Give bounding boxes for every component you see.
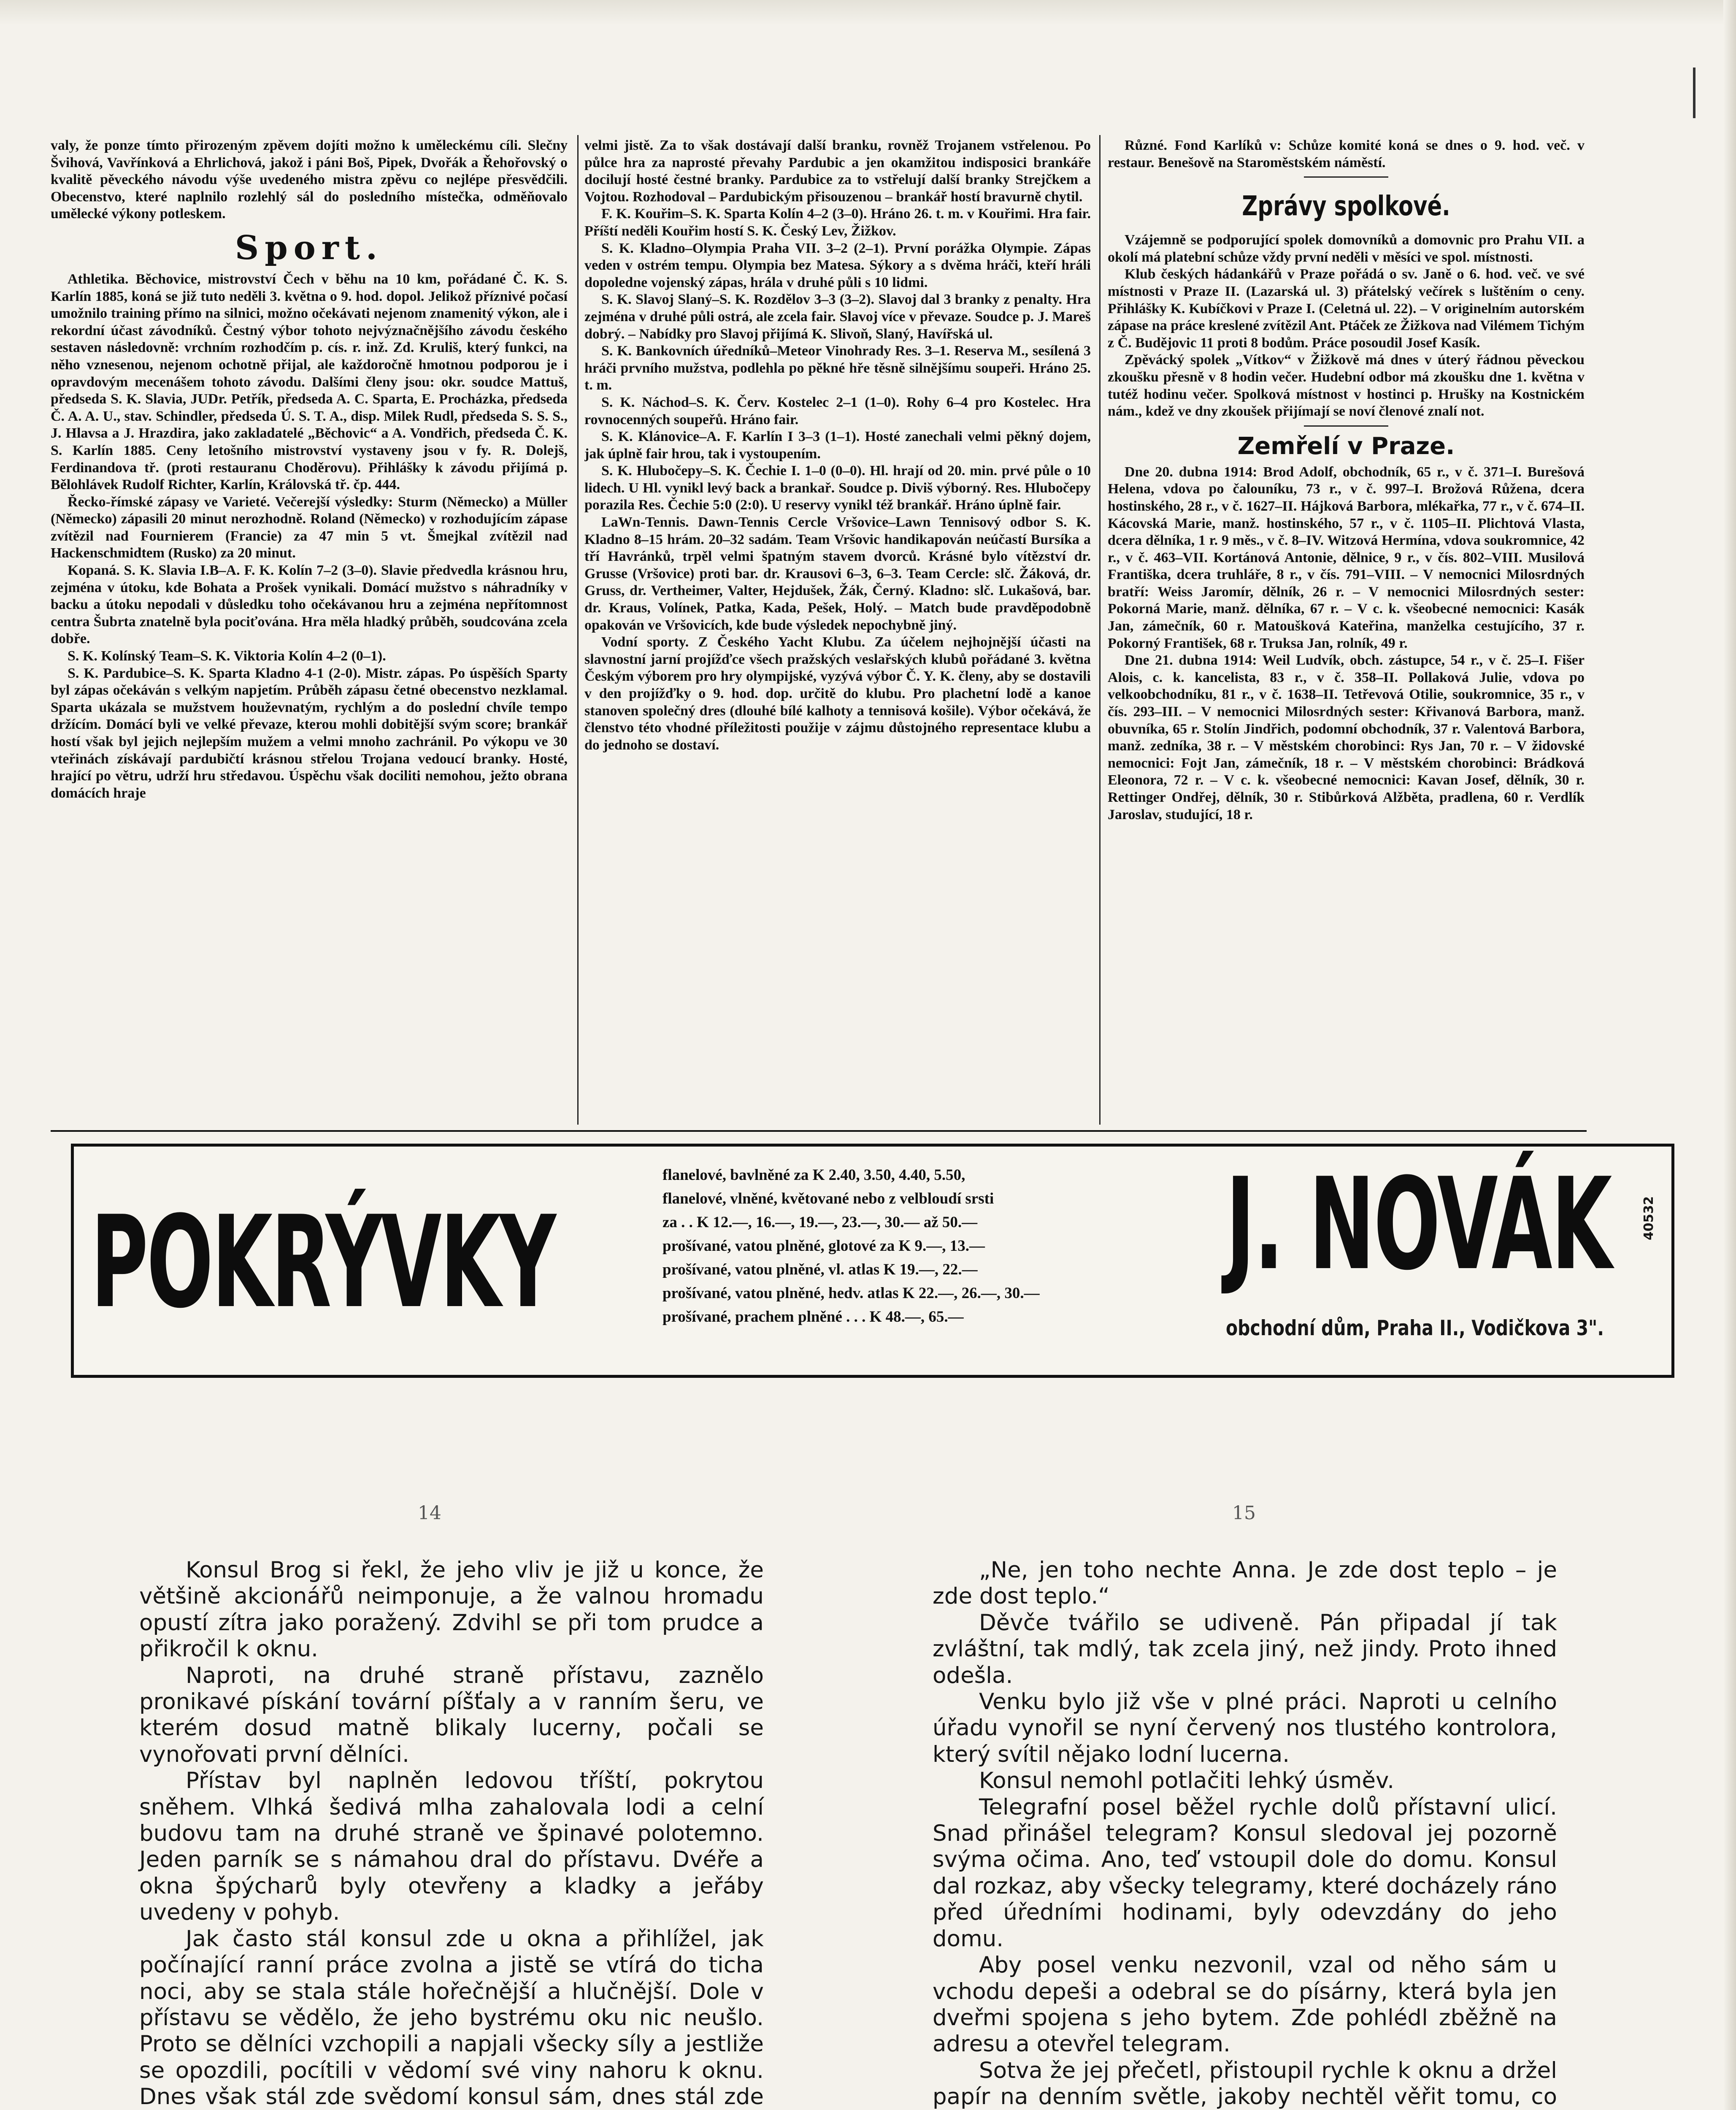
book-paragraph: Konsul Brog si řekl, že jeho vliv je již u konce, že většině akcionářů neimponuje, a že valnou hromadu opustí zítra jako poražený. Zdvihl se při tom prudce a přikročil k oknu. bbox=[139, 1557, 764, 1662]
ad-title: POKRÝVKY bbox=[91, 1189, 555, 1336]
ad-company-name: J. NOVÁK bbox=[1226, 1151, 1611, 1298]
book-page-right bbox=[933, 1557, 1557, 2110]
scan-edge-right bbox=[1723, 0, 1736, 2110]
book-paragraph: Konsul nemohl potlačiti lehký úsměv. bbox=[979, 1768, 1395, 1794]
sport-paragraph: S. K. Pardubice–S. K. Sparta Kladno 4-1 (2-0). Mistr. zápas. Po úspěších Sparty byl zápas očekáván s velkým napjetím. Průběh zápasu četné obecenstvo nezklamal. Sparta ukázala se mužstvem houževnatým, rychlým a do poslední chvíle tempo držícím. Domácí byli ve velké převaze, kterou mohli dobitější svým score; brankář hostí však byl jejich nejlepším mužem a velmi mnoho zachránil. Po výkopu ve 30 vteřinách získávají pardubičtí krásnou střelou Trojana vedoucí branky. Hosté, hrající po větru, udrží hru středavou. Úspěchu však dociliti nemohou, ježto obrana domácích hraje bbox=[51, 665, 568, 801]
sport-paragraph: S. K. Náchod–S. K. Červ. Kostelec 2–1 (1–0). Rohy 6–4 pro Kostelec. Hra rovnocenných soupeřů. Hráno fair. bbox=[584, 394, 1091, 427]
sport-paragraph: Vodní sporty. Z Českého Yacht Klubu. Za účelem nejhojnější účasti na slavnostní jarní projížďce všech pražských veslařských klubů pořádané 3. května Českým výborem pro hry olympijské, vyzývá výbor Č. Y. K. členy, aby se dostavili v den projížďky o 9. hod. dop. určitě do klubu. Pro plachetní lodě a kanoe stanoven společný dres (dlouhé bílé kalhoty a tennisová košile). Výbor očekává, že členstvo této vhodné příležitosti použije v zájmu důstojného representace klubu a do jednoho se dostaví. bbox=[584, 634, 1091, 753]
news-paragraph: Dne 21. dubna 1914: Weil Ludvík, obch. zástupce, 54 r., v č. 25–I. Fišer Alois, c. k. kancelista, 83 r., v č. 358–II. Pollaková Julie, vdova po velkoobchodníku, 81 r., v č. 1638–II. Tetřevová Otilie, soukromnice, 35 r., v čís. 293–III. – V nemocnici Milosrdných sester: Křivanová Barbora, manž. obuvníka, 65 r. Stolín Jindřich, podomní obchodník, 37 r. Valentová Barbora, manž. zedníka, 38 r. – V městském chorobinci: Rys Jan, 70 r. – V židovské nemocnici: Fojt Jan, zámečník, 18 r. – V městském chorobinci: Brádková Eleonora, 72 r. – V c. k. všeobecné nemocnici: Kavan Josef, dělník, 30 r. Rettinger Ondřej, dělník, 30 r. Stibůrková Alžběta, pradlena, 60 r. Verdlík Jaroslav, studující, 18 r. bbox=[1108, 652, 1585, 822]
sport-paragraph: S. K. Bankovních úředníků–Meteor Vinohrady Res. 3–1. Reserva M., sesílená 3 hráči prvního mužstva, podlehla po pěkné hře těsně silnějšímu soupeři. Hráno 25. t. m. bbox=[584, 343, 1091, 393]
section-heading: Zprávy spolkové. bbox=[1242, 191, 1450, 222]
sport-paragraph: LaWn-Tennis. Dawn-Tennis Cercle Vršovice–Lawn Tennisový odbor S. K. Kladno 8–15 hrám. 20–32 sadám. Team Vršovic handikapován neúčastí Bursíka a tří Havránků, trpěl velmi špatným stavem dvorců. Krásné bylo vítězství dr. Grusse (Vršovice) proti bar. dr. Krausovi 6–3, 6–3. Team Cercle: slč. Žáková, dr. Gruss, dr. Vertheimer, Valter, Hejdušek, Žák, Černý. Kladno: slč. Lukašová, bar. dr. Kraus, Volínek, Patka, Kada, Pešek, Holý. – Match bude pravděpodobně opakován ve Vršovicích, kde bude výsledek nepochybně jiný. bbox=[584, 514, 1091, 633]
column-divider bbox=[577, 135, 579, 1125]
sport-heading: Sport. bbox=[235, 228, 384, 267]
ad-price-list bbox=[662, 1163, 1211, 1329]
ad-price-row: flanelové, vlněné, květované nebo z velbloudí srsti bbox=[662, 1190, 994, 1207]
sport-paragraph: S. K. Kladno–Olympia Praha VII. 3–2 (2–1). První porážka Olympie. Zápas veden v ostrém tempu. Olympia bez Matesa. Sýkory a s dvěma hráči, kteří hráli dopoledne vojenský zápas, hrála v druhé půli s 10 lidmi. bbox=[584, 240, 1091, 290]
news-paragraph: Vzájemně se podporující spolek domovníků a domovnic pro Prahu VII. a okolí má platební schůze vždy první neděli v měsíci ve spol. místnosti. bbox=[1108, 232, 1585, 265]
scan-edge-top bbox=[0, 0, 1736, 25]
section-rule bbox=[1304, 176, 1388, 178]
column-divider bbox=[1099, 135, 1101, 1125]
sport-paragraph: Athletika. Běchovice, mistrovství Čech v běhu na 10 km, pořádané Č. K. S. Karlín 1885, koná se již tuto neděli 3. května o 9. hod. dopol. Jelikož příznivé počasí umožnilo training přímo na silnici, možno očekávati nejenom znamenitý výkon, ale i rekordní účast závodníků. Čestný výbor tohoto nejvýznačnějšího závodu českého sestaven následovně: vrchním rozhodčím p. cís. r. inž. Zd. Kruliš, který funkci, na něho vznesenou, nejenom ochotně přijal, ale každoročně hmotnou podporou je i opravdovým mecenášem tohoto závodu. Dalšími členy jsou: okr. soudce Mattuš, předseda S. K. Slavia, JUDr. Petřík, předseda A. C. Sparta, E. Procházka, předseda Č. A. A. U., stav. Schindler, předseda Ú. S. T. A., disp. Milek Rudl, předseda S. S. S., J. Hlavsa a J. Hrazdira, jako zakladatelé „Běchovic“ a A. Vondřich, předseda Č. K. S. Karlín 1885. Ceny letošního mistrovství vystaveny jsou v fy. R. Dolejš, Ferdinandova tř. (proti restauranu Choděrovu). Přihlášky k závodu přijímá p. Bělohlávek Rudolf Richter, Karlín, Královská tř. čp. 444. bbox=[51, 271, 568, 493]
book-paragraph: „Ne, jen toho nechte Anna. Je zde dost teplo – je zde dost teplo.“ bbox=[933, 1557, 1557, 1610]
book-paragraph: Sotva že jej přečetl, přistoupil rychle k oknu a držel papír na denním světle, jakoby nechtěl věřit tomu, co bbox=[933, 2057, 1557, 2110]
newspaper-column-3 bbox=[1108, 137, 1585, 1125]
sport-paragraph: S. K. Klánovice–A. F. Karlín I 3–3 (1–1). Hosté zanechali velmi pěkný dojem, jak úplně fair hrou, tak i vystoupením. bbox=[584, 429, 1091, 462]
ad-price-row: prošívané, vatou plněné, vl. atlas K 19.—, 22.— bbox=[662, 1261, 978, 1278]
sport-paragraph: velmi jistě. Za to však dostávají další branku, rovněž Trojanem vstřelenou. Po půlce hra za naprosté převahy Pardubic a jen okamžitou indisposici brankáře docilují hosté čestné branky. Pardubice za to vstřelují další branky Strejčkem a Vojtou. Rozhodoval – Pardubickým přisouzenou – brankář hostí bravurně chytil. bbox=[584, 138, 1091, 205]
page-number-left: 14 bbox=[418, 1502, 441, 1524]
sport-paragraph: S. K. Slavoj Slaný–S. K. Rozdělov 3–3 (3–2). Slavoj dal 3 branky z penalty. Hra zejména v druhé půli ostrá, ale zcela fair. Slavoj více v převaze. Soudce p. J. Mareš dobrý. – Nabídky pro Slavoj přijímá K. Slivoň, Slaný, Havířská ul. bbox=[584, 292, 1091, 342]
ad-price-row: prošívané, prachem plněné . . . K 48.—, 65.— bbox=[662, 1308, 964, 1326]
ad-company-address: obchodní dům, Praha II., Vodičkova 3". bbox=[1226, 1316, 1604, 1340]
section-heading: Zemřelí v Praze. bbox=[1237, 432, 1455, 460]
section-rule bbox=[1304, 425, 1388, 427]
book-paragraph: Telegrafní posel běžel rychle dolů přístavní ulicí. Snad přinášel telegram? Konsul sledoval jej pozorně svýma očima. Ano, teď vstoupil dole do domu. Konsul dal rozkaz, aby všecky telegramy, které docházely ráno před úředními hodinami, byly odevzdány do jeho domu. bbox=[933, 1794, 1557, 1952]
ad-price-row: prošívané, vatou plněné, hedv. atlas K 22.—, 26.—, 30.— bbox=[662, 1285, 1040, 1302]
margin-mark bbox=[1693, 68, 1695, 118]
book-paragraph: Aby posel venku nezvonil, vzal od něho sám u vchodu depeši a odebral se do písárny, která byla jen dveřmi spojena s jeho bytem. Zde pohlédl zběžně na adresu a otevřel telegram. bbox=[933, 1952, 1557, 2057]
section-rule bbox=[51, 1130, 1587, 1132]
advertisement-box bbox=[71, 1144, 1674, 1378]
book-paragraph: Přístav byl naplněn ledovou tříští, pokrytou sněhem. Vlhká šedivá mlha zahalovala lodi a celní budovu tam na druhé straně ve špinavé polotemno. Jeden parník se s námahou dral do přístavu. Dvéře a okna špýcharů byly otevřeny a kladky a jeřáby uvedeny v pohyb. bbox=[139, 1768, 764, 1926]
news-paragraph: Zpěvácký spolek „Vítkov“ v Žižkově má dnes v úterý řádnou pěveckou zkoušku přesně v 8 hodin večer. Hudební odbor má zkoušku dne 1. května v tutéž hodinu večer. Spolková místnost v hostinci p. Hrušky na Kostnickém nám., kdež ve dny zkoušek přijímají se noví členové znalí not. bbox=[1108, 352, 1585, 419]
ad-price-row: prošívané, vatou plněné, glotové za K 9.—, 13.— bbox=[662, 1237, 985, 1255]
ad-price-row: za . . K 12.—, 16.—, 19.—, 23.—, 30.— až 50.— bbox=[662, 1214, 978, 1231]
news-paragraph: Klub českých hádankářů v Praze pořádá o sv. Janě o 6. hod. več. ve své místnosti v Praze II. (Lazarská ul. 3) přátelský večírek s luštěním o ceny. Přihlášky K. Kubíčkovi v Praze I. (Celetná ul. 22). – V originelním autorském zápase na práce kreslené zvítězil Ant. Ptáček ze Žižkova nad Vilémem Tichým z Č. Budějovic 11 proti 8 bodům. Práce posoudil Josef Kasík. bbox=[1108, 266, 1585, 351]
ad-code: 40532 bbox=[1641, 1196, 1656, 1241]
sport-intro: valy, že ponze tímto přirozeným zpěvem dojíti možno k uměleckému cíli. Slečny Švihová, Vavřínková a Ehrlichová, jakož i páni Boš, Pipek, Dvořák a Řehořovský o kvalitě pěveckého návodu výše uvedeného mistra zpěvu co nejlépe přesvědčili. Obecenstvo, které naplnilo rozlehlý sál do posledního místečka, odměňovalo umělecké výkony potleskem. bbox=[51, 138, 568, 222]
sport-paragraph: S. K. Hlubočepy–S. K. Čechie I. 1–0 (0–0). Hl. hrají od 20. min. prvé půle o 10 lidech. U Hl. vynikl levý back a brankař. Soudce p. Diviš výborný. Res. Hlubočepy porazila Res. Čechie 5:0 (2:0). U reservy vynikl též brankář. Hráno úplně fair. bbox=[584, 463, 1091, 513]
ad-price-row: flanelové, bavlněné za K 2.40, 3.50, 4.40, 5.50, bbox=[662, 1166, 965, 1184]
page-number-right: 15 bbox=[1232, 1502, 1256, 1524]
sport-paragraph: Kopaná. S. K. Slavia I.B–A. F. K. Kolín 7–2 (3–0). Slavie předvedla krásnou hru, zejména v útoku, kde Bohata a Prošek vynikali. Domácí mužstvo s náhradníky v backu a útoku nepodali v důsledku toho očekávanou hru a zejména nepřítomnost centra Šubrta znatelně byla pociťována. Hra měla hladký průběh, soudcována zcela dobře. bbox=[51, 563, 568, 647]
book-paragraph: Děvče tvářilo se udiveně. Pán připadal jí tak zvláštní, tak mdlý, tak zcela jiný, než jindy. Proto ihned odešla. bbox=[933, 1610, 1557, 1688]
book-page-left bbox=[139, 1557, 764, 2110]
book-paragraph: Naproti, na druhé straně přístavu, zaznělo pronikavé pískání tovární píšťaly a v ranním šeru, ve kterém dosud matně blikaly lucerny, počali se vynořovati první dělníci. bbox=[139, 1662, 764, 1767]
sport-paragraph: S. K. Kolínský Team–S. K. Viktoria Kolín 4–2 (0–1). bbox=[68, 648, 386, 664]
book-paragraph: Venku bylo již vše v plné práci. Naproti u celního úřadu vynořil se nyní červený nos tlustého kontrolora, který svítil nějako lodní lucerna. bbox=[933, 1689, 1557, 1767]
news-paragraph: Dne 20. dubna 1914: Brod Adolf, obchodník, 65 r., v č. 371–I. Burešová Helena, vdova po čalouníku, 73 r., v č. 997–I. Brožová Růžena, dcera hostinského, 28 r., v č. 1627–II. Hájková Barbora, mlékařka, 77 r., v č. 674–II. Kácovská Marie, manž. hostinského, 57 r., v č. 1105–II. Plichtová Vlasta, dcera dělníka, 1 r. 9 měs., v č. 8–IV. Witzová Hermína, vdova soukromnice, 42 r., v č. 463–VII. Kortánová Antonie, dělnice, 9 r., v čís. 802–VIII. Musilová Františka, dcera truhláře, 8 r., v čís. 791–VIII. – V nemocnici Milosrdných bratří: Weiss Jaromír, dělník, 26 r. – V nemocnici Milosrdných sester: Pokorná Marie, manž. dělníka, 67 r. – V c. k. všeobecné nemocnici: Kasák Jan, zámečník, 60 r. Matoušková Kateřina, manželka cestujícího, 37 r. Pokorný František, 68 r. Truksa Jan, rolník, 49 r. bbox=[1108, 464, 1585, 651]
newspaper-column-2 bbox=[584, 137, 1091, 1125]
news-paragraph: Různé. Fond Karlíků v: Schůze komité koná se dnes o 9. hod. več. v restaur. Benešově na Staroměstském náměstí. bbox=[1108, 138, 1585, 170]
book-paragraph: Jak často stál konsul zde u okna a přihlížel, jak počínající ranní práce zvolna a jistě se vtírá do ticha noci, aby se stala stále hořečnější a hlučnější. Dole v přístavu se vědělo, že jeho bystrému oku nic neušlo. Proto se dělníci vzchopili a napjali všecky síly a jestliže se opozdili, pocítili v vědomí své viny nahoru k oknu. Dnes však stál zde svědomí konsul sám, dnes stál zde bbox=[139, 1926, 764, 2110]
newspaper-column-1 bbox=[51, 137, 568, 1125]
sport-paragraph: Řecko-římské zápasy ve Varieté. Večerejší výsledky: Sturm (Německo) a Müller (Německo) zápasili 20 minut nerozhodně. Roland (Německo) v rozhodujícím zápase zvítězil nad Fournierem (Francie) za 47 min 5 vt. Šmejkal zvítězil nad Hackenschmidtem (Rusko) za 20 minut. bbox=[51, 494, 568, 561]
sport-paragraph: F. K. Kouřim–S. K. Sparta Kolín 4–2 (3–0). Hráno 26. t. m. v Kouřimi. Hra fair. Příští neděli Kouřim hostí S. K. Český Lev, Žižkov. bbox=[584, 206, 1091, 239]
